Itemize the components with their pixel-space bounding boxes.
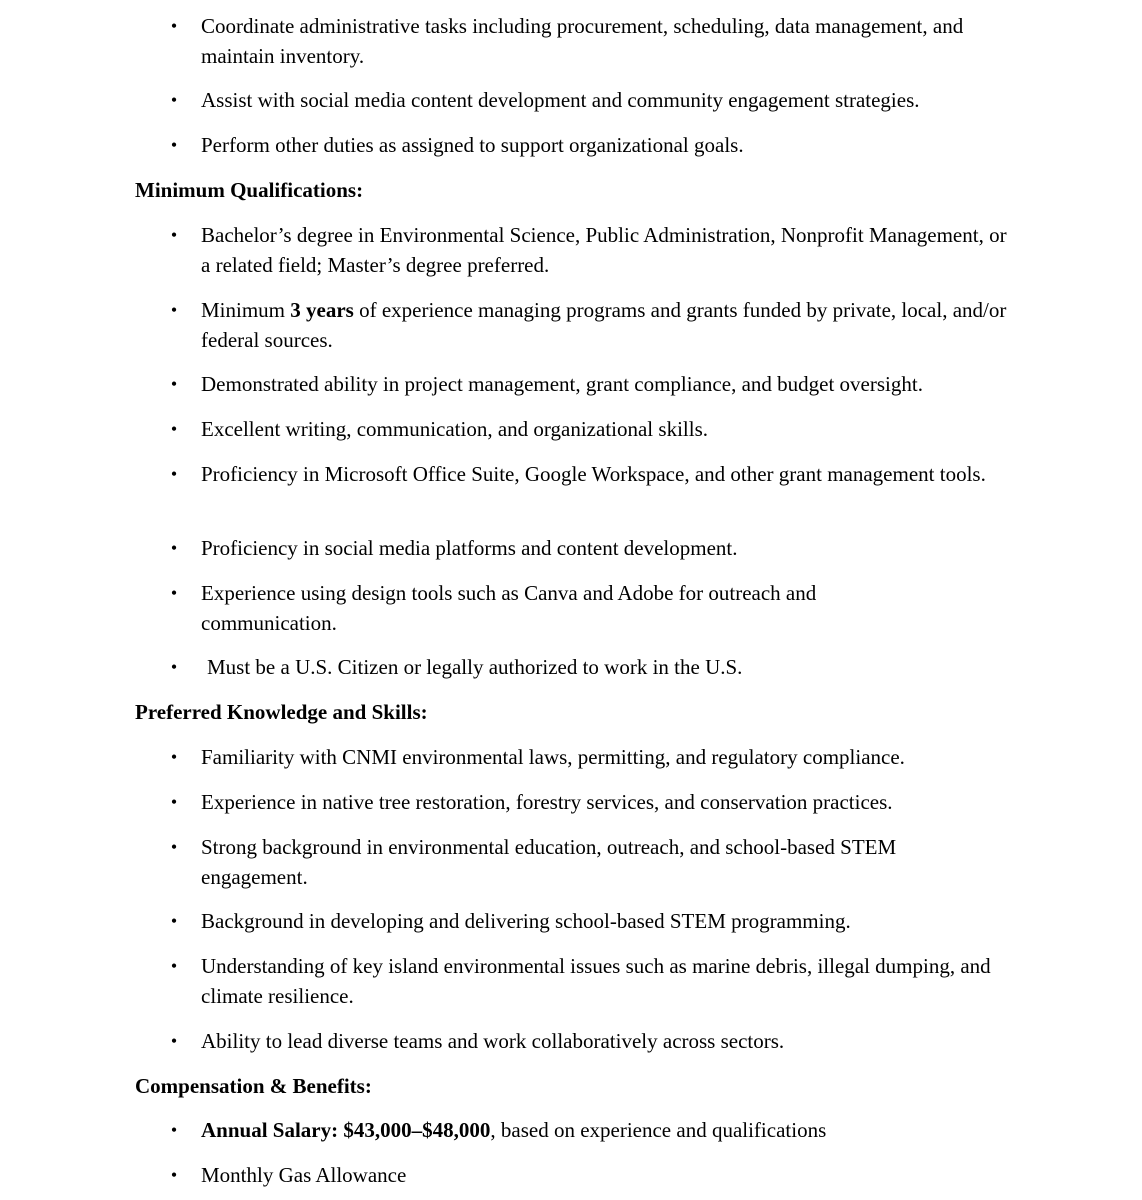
bullet-icon: • [170, 956, 178, 976]
text-run: Minimum [201, 298, 291, 322]
list-item-text: Experience in native tree restoration, forestry services, and conservation practices. [201, 790, 893, 814]
bullet-icon: • [170, 583, 178, 603]
list-item-text: Coordinate administrative tasks including procurement, scheduling, data management, and maintain inventory. [201, 14, 964, 68]
bullet-icon: • [170, 135, 178, 155]
section-heading-minimum-qualifications: Minimum Qualifications: [135, 178, 364, 202]
list-item-text [201, 295, 1016, 355]
bullet-icon: • [170, 300, 178, 320]
text-run: , based on experience and qualifications [490, 1118, 827, 1142]
bold-text-run: Annual Salary: $43,000–$48,000 [201, 1118, 491, 1142]
bullet-icon: • [170, 538, 178, 558]
bullet-icon: • [170, 1165, 178, 1185]
list-item-text: Assist with social media content development and community engagement strategies. [201, 88, 920, 112]
bullet-icon: • [170, 16, 178, 36]
list-item-text: Must be a U.S. Citizen or legally authorized to work in the U.S. [207, 655, 743, 679]
bullet-icon: • [170, 1120, 178, 1140]
list-item-text: Familiarity with CNMI environmental laws, permitting, and regulatory compliance. [201, 745, 905, 769]
list-item-text: Experience using design tools such as Canva and Adobe for outreach and communication. [201, 581, 817, 635]
list-item-text: Perform other duties as assigned to support organizational goals. [201, 133, 744, 157]
list-item-text: Demonstrated ability in project management, grant compliance, and budget oversight. [201, 372, 923, 396]
text-run: of experience managing programs and grants funded by private, local, and/or federal sources. [201, 298, 1007, 352]
list-item-text: Proficiency in Microsoft Office Suite, Google Workspace, and other grant management tools. [201, 462, 986, 486]
bold-text-run: 3 years [290, 298, 354, 322]
section-heading-preferred-knowledge: Preferred Knowledge and Skills: [135, 700, 428, 724]
list-item-text: Bachelor’s degree in Environmental Science, Public Administration, Nonprofit Management, or a related field; Master’s degree preferred. [201, 223, 1007, 277]
bullet-icon: • [170, 837, 178, 857]
bullet-icon: • [170, 747, 178, 767]
list-item-text: Ability to lead diverse teams and work collaboratively across sectors. [201, 1029, 785, 1053]
list-item-text: Understanding of key island environmental issues such as marine debris, illegal dumping, and climate resilience. [201, 954, 991, 1008]
bullet-icon: • [170, 90, 178, 110]
bullet-icon: • [170, 657, 178, 677]
list-item-text: Excellent writing, communication, and organizational skills. [201, 417, 708, 441]
bullet-icon: • [170, 374, 178, 394]
list-item-text [201, 1115, 1016, 1145]
list-item-text: Proficiency in social media platforms and content development. [201, 536, 738, 560]
list-item-text: Strong background in environmental education, outreach, and school-based STEM engagement. [201, 835, 897, 889]
bullet-icon: • [170, 1031, 178, 1051]
list-item-text: Background in developing and delivering school-based STEM programming. [201, 909, 851, 933]
bullet-icon: • [170, 419, 178, 439]
bullet-icon: • [170, 792, 178, 812]
bullet-icon: • [170, 911, 178, 931]
section-heading-compensation-benefits: Compensation & Benefits: [135, 1074, 372, 1098]
bullet-icon: • [170, 464, 178, 484]
bullet-icon: • [170, 225, 178, 245]
list-item-text: Monthly Gas Allowance [201, 1163, 407, 1187]
